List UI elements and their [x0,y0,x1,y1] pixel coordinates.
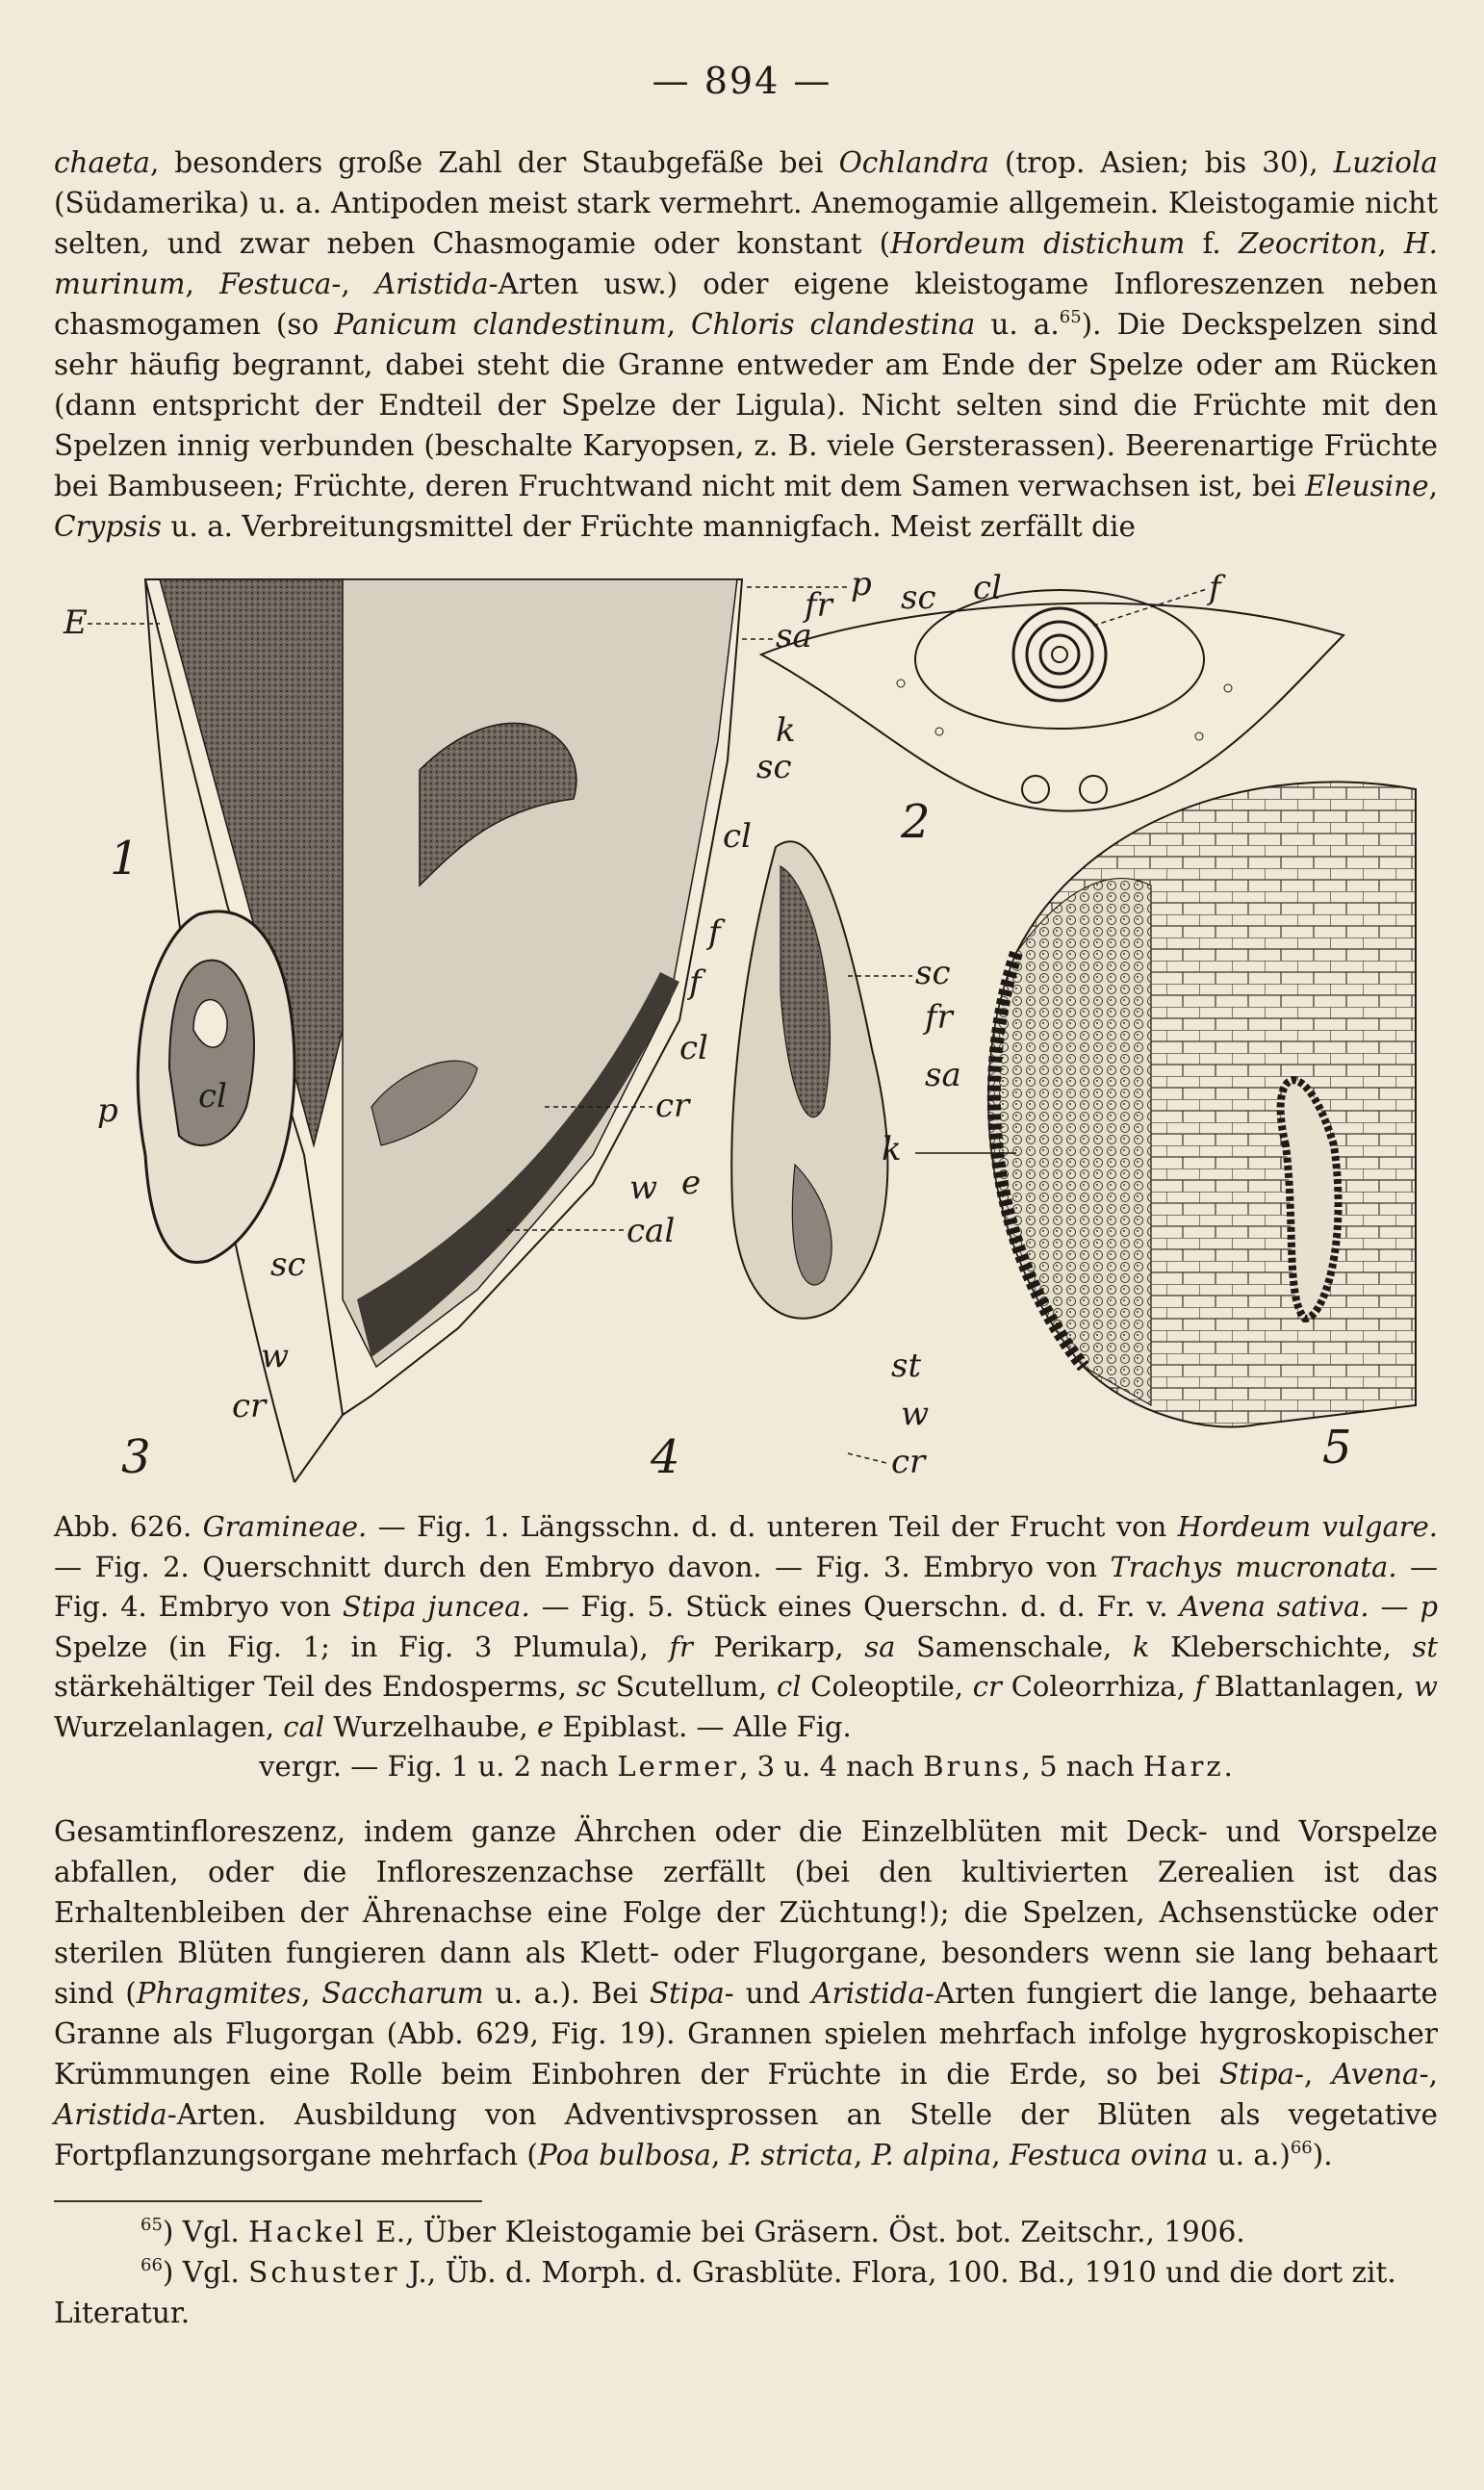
label-k-fig5: k [882,1130,902,1168]
figure-caption [54,1507,1438,1787]
page-number: — 894 — [652,60,832,102]
fig-number-3: 3 [121,1430,151,1484]
figure-abb-626 [54,568,1440,1502]
body-paragraph-bottom [54,1811,1438,2175]
label-e-fig4: e [681,1164,702,1202]
paragraph-top-text: chaeta, besonders große Zahl der Staubgefäße bei Ochlandra (trop. Asien; bis 30), Luziola (Südamerika) u. a. Antipoden meist stark vermehrt. Anemogamie allgemein. Kleistogamie nicht selten, und zwar neben Chasmogamie oder konstant (Hordeum distichum f. Zeocriton, H. murinum, Festuca-, Aristida-Arten usw.) oder eigene kleistogame Infloreszenzen neben chasmogamen (so Panicum clandestinum, Chloris clandestina u. a.$^{65}$). Die Deckspelzen sind sehr häufig begrannt, dabei steht die Granne entweder am Ende der Spelze oder am Rücken (dann entspricht der Endteil der Spelze der Ligula). Nicht selten sind die Früchte mit den Spelzen innig verbunden (beschalte Karyopsen, z. B. viele Gersterassen). Beerenartige Früchte bei Bambuseen; Früchte, deren Fruchtwand nicht mit dem Samen verwachsen ist, bei Eleusine, Crypsis u. a. Verbreitungsmittel der Früchte mannigfach. Meist zerfällt die [54,146,1439,543]
body-paragraph-top [54,142,1438,547]
fig-number-2: 2 [901,795,931,849]
label-cl-fig1: cl [723,817,752,856]
caption-text: Abb. 626. Gramineae. — Fig. 1. Längsschn. d. d. unteren Teil der Frucht von Hordeum vulgare. — Fig. 2. Querschnitt durch den Embryo davon. — Fig. 3. Embryo von Trachys mucronata. — Fig. 4. Embryo von Stipa juncea. — Fig. 5. Stück eines Querschn. d. d. Fr. v. Avena sativa. — p Spelze (in Fig. 1; in Fig. 3 Plumula), fr Perikarp, sa Samenschale, k Kleberschichte, st stärkehältiger Teil des Endosperms, sc Scutellum, cl Coleoptile, cr Coleorrhiza, f Blattanlagen, w Wurzelanlagen, cal Wurzelhaube, e Epiblast. — Alle Fig. [54,1510,1439,1743]
label-f-fig2: f [1209,569,1221,607]
fig4-embryo [731,841,887,1318]
label-sa-fig1: sa [776,617,812,655]
label-w-fig1: w [629,1168,658,1207]
label-w-fig3: w [261,1337,290,1375]
label-w-fig4: w [901,1395,930,1433]
label-sa-fig5: sa [925,1056,961,1094]
caption-credits: vergr. — Fig. 1 u. 2 nach Lermer, 3 u. 4 nach Bruns, 5 nach Harz. [259,1750,1233,1783]
label-fr-fig1: fr [805,586,832,625]
fig2-cross-section [761,590,1343,811]
label-st-fig5: st [891,1347,922,1385]
label-p-fig1: p [851,568,872,603]
label-sc-fig2: sc [901,578,936,617]
label-f-fig1-b: f [689,963,702,1002]
fig-number-5: 5 [1322,1421,1352,1475]
footnote-rule [54,2200,482,2202]
fig5-cross-section [988,782,1416,1426]
label-p-fig3: p [97,1091,118,1130]
label-cr-fig4: cr [891,1443,926,1481]
paragraph-bottom-text: Gesamtinfloreszenz, indem ganze Ährchen oder die Einzelblüten mit Deck- und Vorspelze abfallen, oder die Infloreszenzachse zerfällt (bei den kultivierten Zerealien ist das Erhaltenbleiben der Ährenachse eine Folge der Züchtung!); die Spelzen, Achsenstücke oder sterilen Blüten fungieren dann als Klett- oder Flugorgane, besonders wenn sie lang behaart sind (Phragmites, Saccharum u. a.). Bei Stipa- und Aristida-Arten fungiert die lange, behaarte Granne als Flugorgan (Abb. 629, Fig. 19). Grannen spielen mehrfach infolge hygroskopischer Krümmungen eine Rolle beim Einbohren der Früchte in die Erde, so bei Stipa-, Avena-, Aristida-Arten. Ausbildung von Adventivsprossen an Stelle der Blüten als vegetative Fortpflanzungsorgane mehrfach (Poa bulbosa, P. stricta, P. alpina, Festuca ovina u. a.)$^{66}$). [54,1815,1439,2171]
label-sc-fig1: sc [756,748,792,786]
label-k-fig1: k [776,711,796,750]
label-cl-fig2: cl [973,569,1002,607]
label-sc-fig3: sc [270,1245,306,1284]
label-E: E [64,603,88,642]
label-cl-fig3: cl [198,1077,227,1116]
label-cr-fig1: cr [655,1087,690,1125]
footnotes [54,2212,1438,2333]
label-sc-fig4: sc [915,954,951,992]
footnote-65: $^{65}$) Vgl. Hackel E., Über Kleistogamie bei Gräsern. Öst. bot. Zeitschr., 1906. [141,2215,1245,2248]
fig-number-1: 1 [110,832,140,886]
label-f-fig1-a: f [708,913,721,952]
fig-number-4: 4 [651,1430,680,1484]
label-cl-fig4: cl [679,1029,708,1067]
figure-drawing [54,568,1440,1502]
footnote-66: $^{66}$) Vgl. Schuster J., Üb. d. Morph. d. Grasblüte. Flora, 100. Bd., 1910 und die dort zit. Literatur. [54,2255,1396,2329]
label-cal-fig1: cal [627,1212,676,1250]
label-fr-fig5: fr [925,998,953,1037]
label-cr-fig3: cr [232,1387,267,1425]
